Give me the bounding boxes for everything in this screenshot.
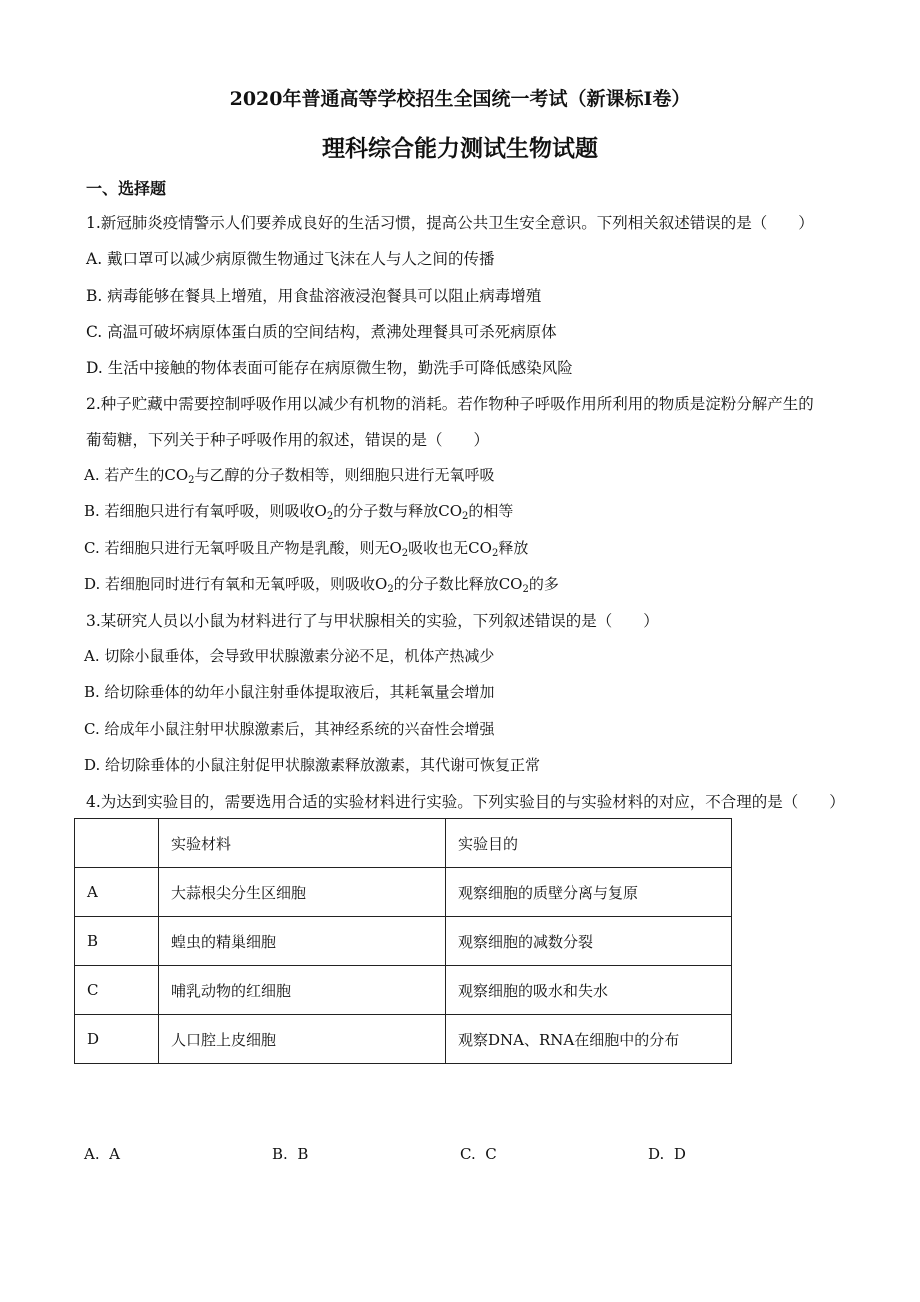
answer-option-c: C. C [460,1145,497,1163]
table-cell: 人口腔上皮细胞 [159,1015,446,1064]
table-cell: B [75,917,159,966]
option-b: B. 给切除垂体的幼年小鼠注射垂体提取液后，其耗氧量会增加 [84,683,495,701]
option-d: D. 若细胞同时进行有氧和无氧呼吸，则吸收$O_2$的分子数比释放$CO_2$的多 [84,575,559,595]
option-b: B. 病毒能够在餐具上增殖，用食盐溶液浸泡餐具可以阻止病毒增殖 [86,287,542,305]
question-stem: 4.为达到实验目的，需要选用合适的实验材料进行实验。下列实验目的与实验材料的对应，不合理的是（ ） [86,793,845,811]
option-a: A. 切除小鼠垂体，会导致甲状腺激素分泌不足，机体产热减少 [84,647,495,665]
table-cell: 观察细胞的吸水和失水 [446,966,732,1015]
table-header-row [75,819,732,868]
table-row [75,868,732,917]
question-stem: 3.某研究人员以小鼠为材料进行了与甲状腺相关的实验，下列叙述错误的是（ ） [86,612,659,630]
table-row [75,966,732,1015]
table-header-cell: 实验目的 [446,819,732,868]
option-c: C. 给成年小鼠注射甲状腺激素后，其神经系统的兴奋性会增强 [84,720,495,738]
answer-option-a: A. A [84,1145,120,1163]
option-c: C. 若细胞只进行无氧呼吸且产物是乳酸，则无$O_2$吸收也无$CO_2$释放 [84,539,529,559]
answer-option-d: D. D [648,1145,686,1163]
option-d: D. 给切除垂体的小鼠注射促甲状腺激素释放激素，其代谢可恢复正常 [84,756,541,774]
table-cell: 观察DNA、RNA在细胞中的分布 [446,1015,732,1064]
page-subtitle: 理科综合能力测试生物试题 [322,135,598,162]
question-stem: 1.新冠肺炎疫情警示人们要养成良好的生活习惯，提高公共卫生安全意识。下列相关叙述错误的是（ ） [86,214,814,232]
table-header-cell: 实验材料 [159,819,446,868]
table-cell: C [75,966,159,1015]
question-stem-line-2: 葡萄糖，下列关于种子呼吸作用的叙述，错误的是（ ） [86,431,490,449]
table-cell: A [75,868,159,917]
option-a: A. 若产生的$CO_2$与乙醇的分子数相等，则细胞只进行无氧呼吸 [84,466,495,486]
table-row [75,1015,732,1064]
page-title: 2020年普通高等学校招生全国统一考试（新课标Ⅰ卷） [229,88,691,110]
table-cell: 哺乳动物的红细胞 [159,966,446,1015]
table-cell: 蝗虫的精巢细胞 [159,917,446,966]
option-c: C. 高温可破坏病原体蛋白质的空间结构，煮沸处理餐具可杀死病原体 [86,323,557,341]
table-cell: 观察细胞的减数分裂 [446,917,732,966]
table-cell: D [75,1015,159,1064]
table-cell: 大蒜根尖分生区细胞 [159,868,446,917]
section-heading: 一、选择题 [86,179,167,198]
question-stem-line-1: 2.种子贮藏中需要控制呼吸作用以减少有机物的消耗。若作物种子呼吸作用所利用的物质是淀粉分解产生的 [86,395,814,413]
option-b: B. 若细胞只进行有氧呼吸，则吸收$O_2$的分子数与释放$CO_2$的相等 [84,502,514,522]
table-header-cell [75,819,159,868]
option-a: A. 戴口罩可以减少病原微生物通过飞沫在人与人之间的传播 [86,250,495,268]
experiment-table [74,818,732,1064]
table-cell: 观察细胞的质壁分离与复原 [446,868,732,917]
table-row [75,917,732,966]
option-d: D. 生活中接触的物体表面可能存在病原微生物，勤洗手可降低感染风险 [86,359,573,377]
answer-option-b: B. B [272,1145,309,1163]
